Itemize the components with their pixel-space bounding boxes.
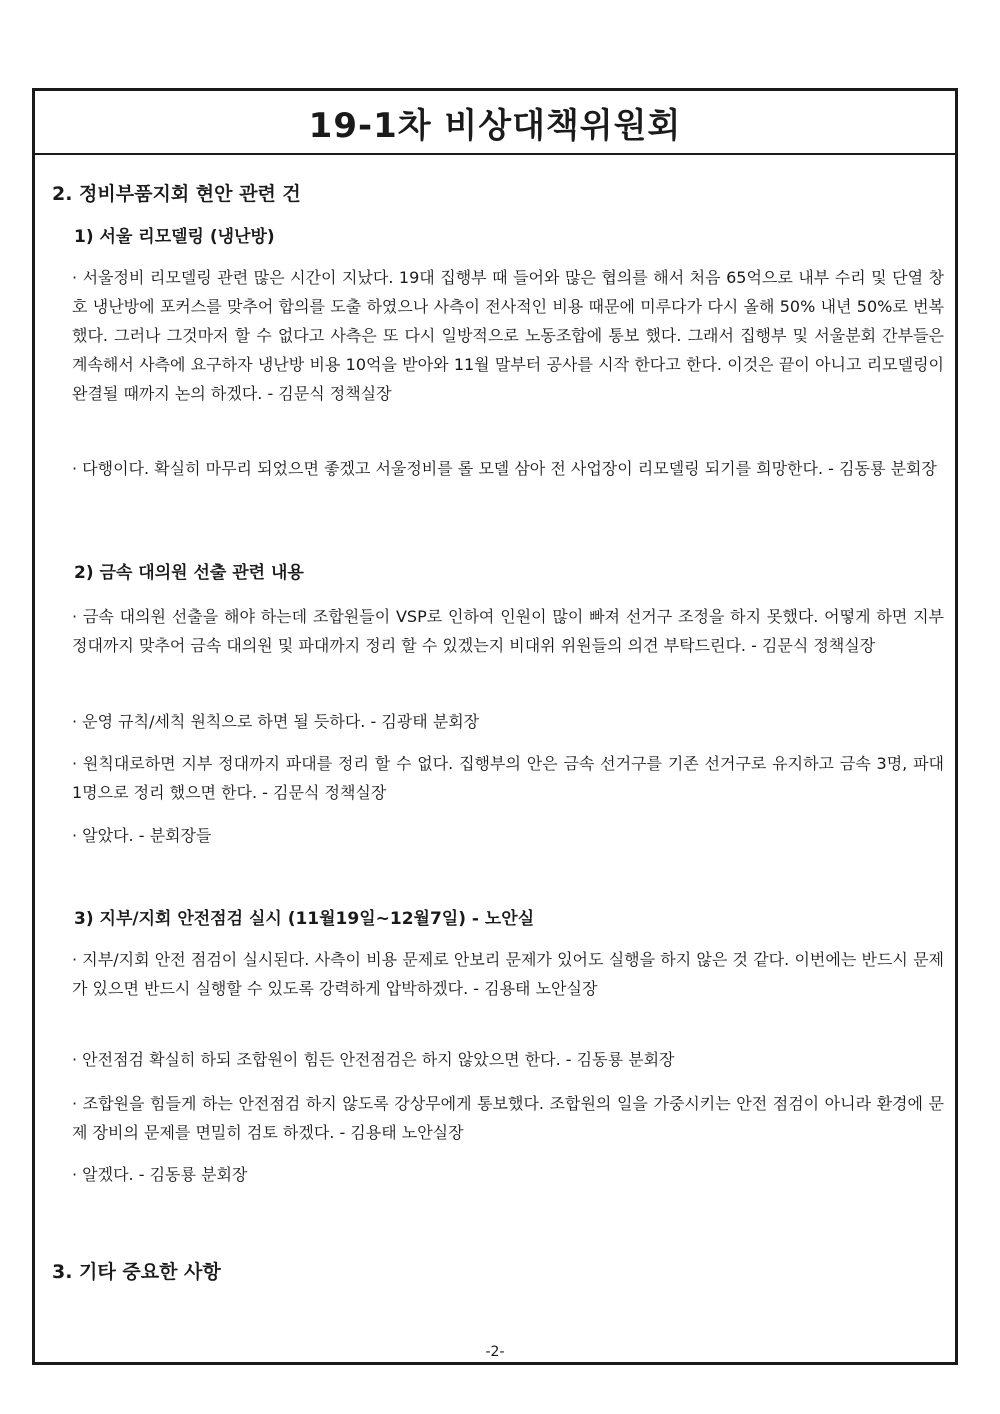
item-1-paragraph-2: · 다행이다. 확실히 마무리 되었으면 좋겠고 서울정비를 롤 모델 삼아 전 사업장이 리모델링 되기를 희망한다. - 김동룡 분회장 — [72, 459, 937, 478]
title-box — [35, 91, 955, 155]
document-frame — [32, 88, 958, 1365]
item-2-heading: 2) 금속 대의원 선출 관련 내용 — [74, 563, 304, 583]
document-title: 19-1차 비상대책위원회 — [308, 105, 682, 146]
section-3-heading: 3. 기타 중요한 사항 — [52, 1261, 221, 1283]
item-3-heading: 3) 지부/지회 안전점검 실시 (11월19일~12월7일) - 노안실 — [74, 909, 535, 929]
item-2-paragraph-1: · 금속 대의원 선출을 해야 하는데 조합원들이 VSP로 인하여 인원이 많이 빠져 선거구 조정을 하지 못했다. 어떻게 하면 지부 정대까지 맞추어 금속 대의원 및 파대까지 정리 할 수 있겠는지 비대위 위원들의 의견 부탁드린다. - 김문식 정책실장 — [72, 607, 944, 655]
item-3-paragraph-1: · 지부/지회 안전 점검이 실시된다. 사측이 비용 문제로 안보리 문제가 있어도 실행을 하지 않은 것 같다. 이번에는 반드시 문제가 있으면 반드시 실행할 수 있도록 강력하게 압박하겠다. - 김용태 노안실장 — [72, 950, 944, 998]
item-1-heading: 1) 서울 리모델링 (냉난방) — [74, 227, 275, 247]
item-1-paragraph-1: · 서울정비 리모델링 관련 많은 시간이 지났다. 19대 집행부 때 들어와 많은 협의를 해서 처음 65억으로 내부 수리 및 단열 창호 냉난방에 포커스를 맞추어 합의를 도출 하였으나 사측이 전사적인 비용 때문에 미루다가 다시 올해 50% 내년 50%로 번복했다. 그러나 그것마저 할 수 없다고 사측은 또 다시 일방적으로 노동조합에 통보 했다. 그래서 집행부 및 서울분회 간부들은 계속해서 사측에 요구하자 냉난방 비용 10억을 받아와 11월 말부터 공사를 시작 한다고 한다. 이것은 끝이 아니고 리모델링이 완결될 때까지 논의 하겠다. - 김문식 정책실장 — [72, 268, 944, 403]
item-2-paragraph-2: · 운영 규칙/세칙 원칙으로 하면 될 듯하다. - 김광태 분회장 — [72, 712, 480, 731]
item-2-paragraph-4: · 알았다. - 분회장들 — [72, 826, 212, 845]
item-2-paragraph-3: · 원칙대로하면 지부 정대까지 파대를 정리 할 수 없다. 집행부의 안은 금속 선거구를 기존 선거구로 유지하고 금속 3명, 파대 1명으로 정리 했으면 한다. - 김문식 정책실장 — [72, 754, 944, 802]
section-2-heading: 2. 정비부품지회 현안 관련 건 — [52, 183, 301, 205]
item-3-paragraph-4: · 알겠다. - 김동룡 분회장 — [72, 1165, 248, 1184]
item-3-paragraph-2: · 안전점검 확실히 하되 조합원이 힘든 안전점검은 하지 않았으면 한다. - 김동룡 분회장 — [72, 1050, 675, 1069]
page-number: -2- — [485, 1344, 505, 1360]
item-3-paragraph-3: · 조합원을 힘들게 하는 안전점검 하지 않도록 강상무에게 통보했다. 조합원의 일을 가중시키는 안전 점검이 아니라 환경에 문제 장비의 문제를 면밀히 검토 하겠다. - 김용태 노안실장 — [72, 1094, 944, 1142]
